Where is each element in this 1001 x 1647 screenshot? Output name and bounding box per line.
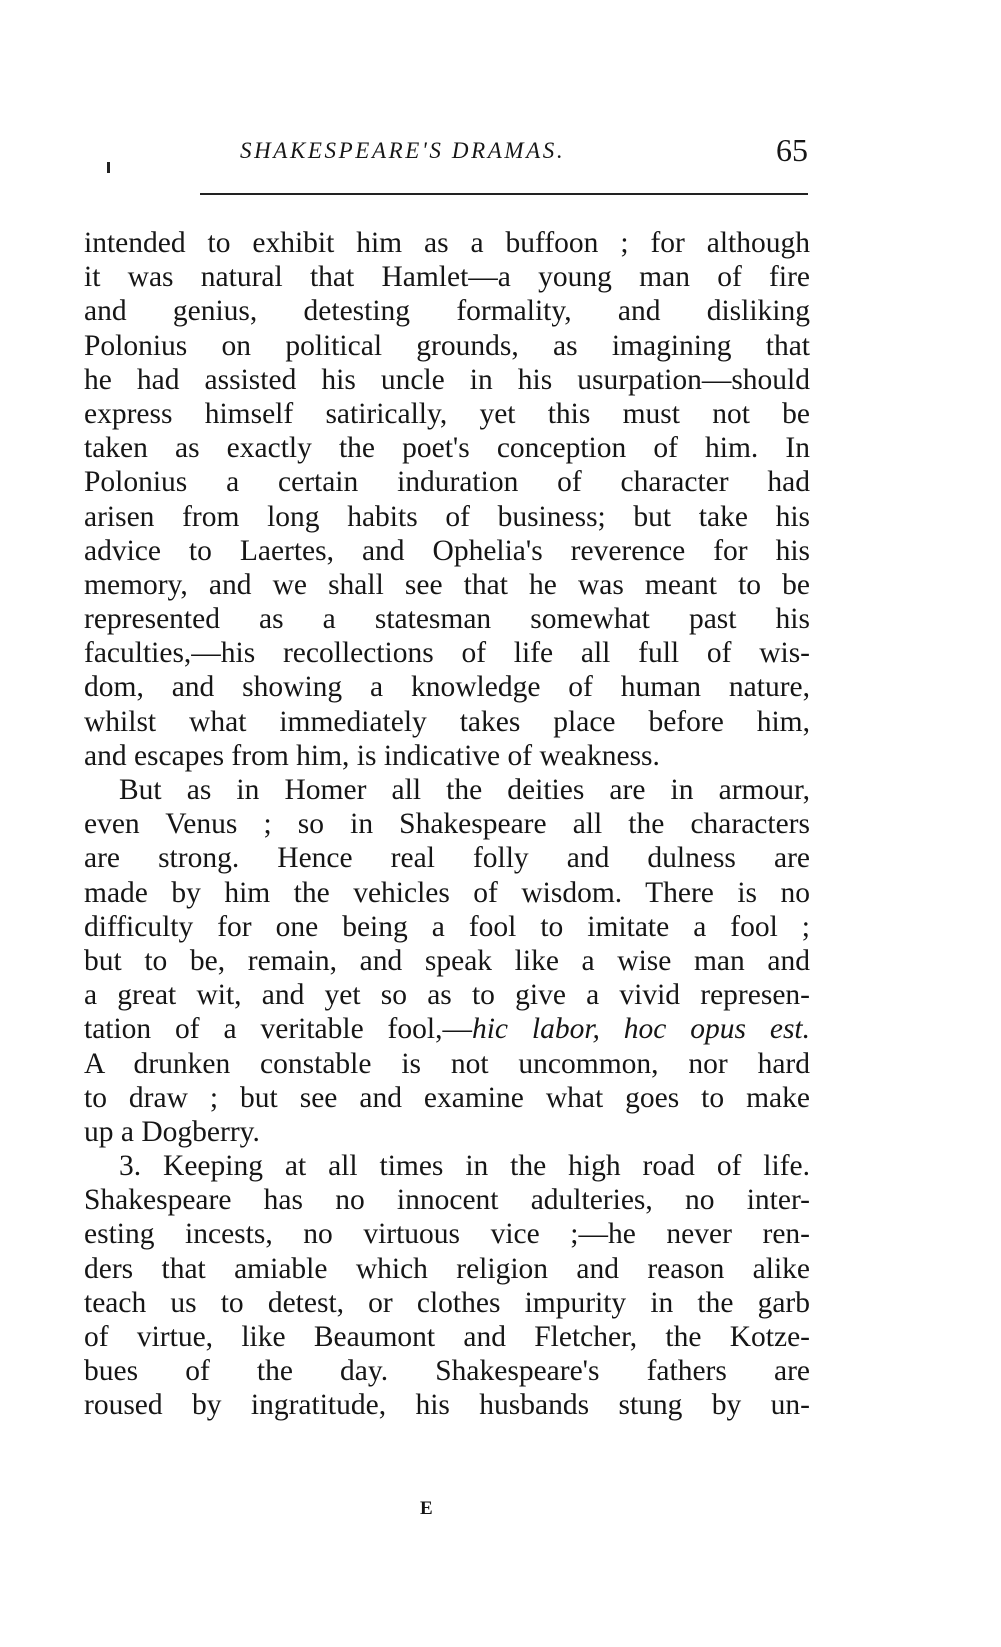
- text-line: it was natural that Hamlet—a young man of fire: [84, 261, 810, 294]
- text-line: Shakespeare has no innocent adulteries, no inter-: [84, 1184, 810, 1217]
- text-line: a great wit, and yet so as to give a vivid represen-: [84, 979, 810, 1012]
- text-line: made by him the vehicles of wisdom. There is no: [84, 876, 810, 909]
- body-text: [84, 226, 810, 1423]
- text-line: he had assisted his uncle in his usurpation—should: [84, 363, 810, 396]
- text-line: up a Dogberry.: [84, 1115, 260, 1148]
- text-line: represented as a statesman somewhat past his: [84, 603, 810, 636]
- text-line: faculties,—his recollections of life all full of wis-: [84, 637, 810, 670]
- text-line: ders that amiable which religion and reason alike: [84, 1252, 810, 1285]
- text-line: Polonius a certain induration of character had: [84, 466, 810, 499]
- text-line: Polonius on political grounds, as imagining that: [84, 329, 810, 362]
- text-line: to draw ; but see and examine what goes to make: [84, 1081, 810, 1114]
- running-head: [84, 132, 808, 172]
- header-rule: [200, 193, 808, 195]
- text-line: bues of the day. Shakespeare's fathers are: [84, 1355, 810, 1388]
- line-text: tation of a veritable fool,—: [84, 1013, 472, 1046]
- text-line: arisen from long habits of business; but take his: [84, 500, 810, 533]
- text-line: are strong. Hence real folly and dulness are: [84, 842, 810, 875]
- signature-mark: E: [420, 1498, 433, 1519]
- text-line: and genius, detesting formality, and disliking: [84, 295, 810, 328]
- text-line: taken as exactly the poet's conception of him. In: [84, 432, 810, 465]
- text-line: dom, and showing a knowledge of human nature,: [84, 671, 810, 704]
- text-line: memory, and we shall see that he was meant to be: [84, 568, 810, 601]
- latin-phrase: hic labor, hoc opus est.: [471, 1013, 811, 1046]
- text-line: But as in Homer all the deities are in armour,: [119, 774, 810, 806]
- text-line: and escapes from him, is indicative of weakness.: [84, 739, 660, 772]
- text-line: teach us to detest, or clothes impurity in the garb: [84, 1286, 810, 1319]
- text-line: express himself satirically, yet this must not be: [84, 397, 810, 430]
- text-line: difficulty for one being a fool to imitate a fool ;: [84, 910, 810, 943]
- running-title: SHAKESPEARE'S DRAMAS.: [240, 138, 566, 163]
- text-line: A drunken constable is not uncommon, nor hard: [84, 1047, 810, 1080]
- text-line: esting incests, no virtuous vice ;—he never ren-: [84, 1218, 810, 1251]
- page-number: 65: [776, 132, 808, 168]
- text-line: of virtue, like Beaumont and Fletcher, the Kotze-: [84, 1321, 810, 1353]
- text-line: but to be, remain, and speak like a wise man and: [84, 944, 810, 977]
- text-line: 3. Keeping at all times in the high road of life.: [119, 1150, 810, 1183]
- text-line-with-italic: [84, 1012, 810, 1046]
- text-line: whilst what immediately takes place before him,: [84, 705, 810, 738]
- text-line: even Venus ; so in Shakespeare all the characters: [84, 808, 810, 841]
- stray-ink-mark: [107, 162, 110, 173]
- text-line: advice to Laertes, and Ophelia's reverence for his: [84, 534, 810, 567]
- text-line: intended to exhibit him as a buffoon ; for although: [84, 227, 810, 259]
- text-line: roused by ingratitude, his husbands stung by un-: [84, 1389, 810, 1422]
